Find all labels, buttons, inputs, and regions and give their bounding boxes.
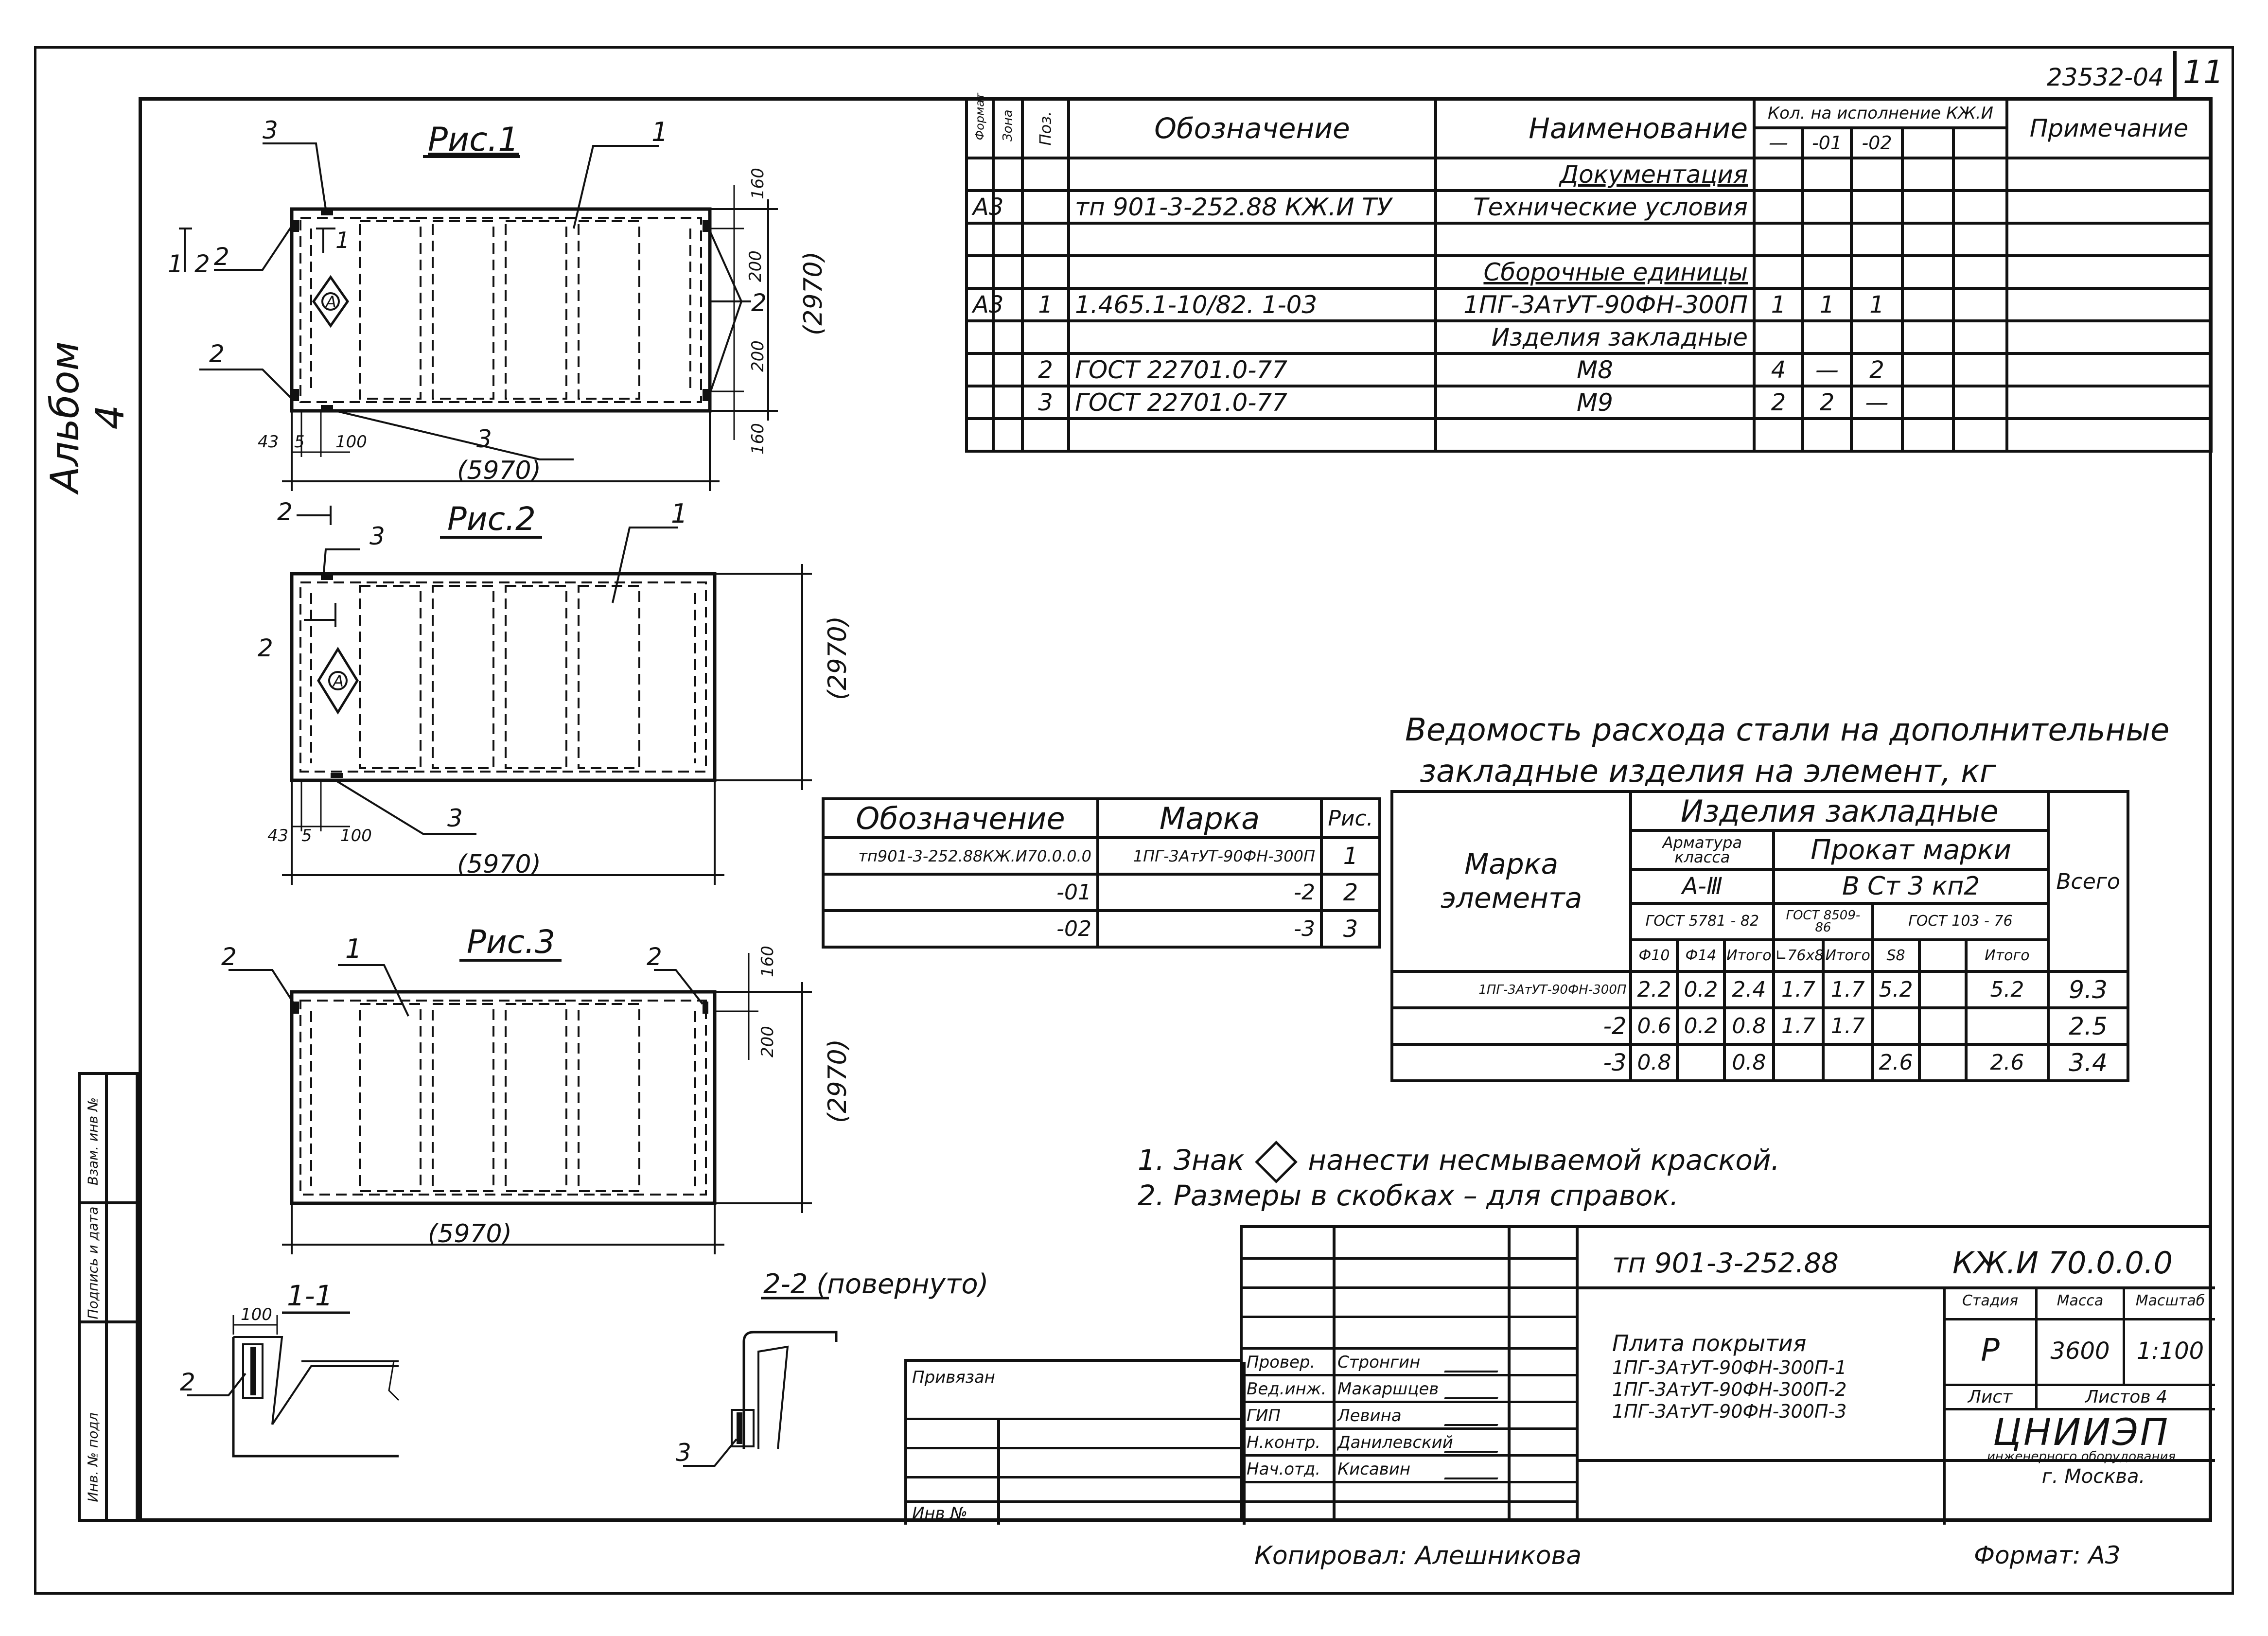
steel-cell-value: [1919, 971, 1966, 1008]
role-title: Н.контр.: [1247, 1433, 1321, 1452]
role-person: Данилевский: [1337, 1433, 1453, 1452]
spec-cell-q2: [1803, 191, 1851, 223]
spec-row: [967, 288, 2211, 321]
spec-cell-format: [967, 321, 993, 353]
steel-table: [1390, 790, 2129, 1082]
svg-text:А: А: [326, 293, 336, 311]
spec-rows: [967, 158, 2211, 451]
steel-cell-value: 1.7: [1823, 1008, 1873, 1044]
svg-text:200: 200: [746, 250, 765, 282]
mark-a-icon: [1255, 1141, 1298, 1183]
fig2-label-3b: 3: [447, 804, 463, 832]
svg-text:100: 100: [335, 432, 367, 452]
spec-cell-zone: [993, 419, 1022, 451]
spec-cell-q3: —: [1851, 386, 1902, 419]
spec-cell-empty: [1902, 321, 1953, 353]
stamp-signature-date: Подпись и дата: [85, 1206, 101, 1319]
binding-label: Привязан: [912, 1368, 995, 1387]
tb-org: ЦНИИЭП: [1992, 1410, 2170, 1454]
steel-rows: [1392, 971, 2128, 1081]
spec-cell-format: [967, 223, 993, 256]
steel-col-4: Итого: [1823, 940, 1873, 971]
spec-cell-pos: [1022, 223, 1069, 256]
steel-row: [1392, 1008, 2128, 1044]
marks-table: [822, 797, 1381, 949]
tb-variant-1: 1ПГ-3АтУТ-90ФН-300П-1: [1612, 1357, 1847, 1378]
steel-h-rebar-gost: ГОСТ 5781 - 82: [1631, 903, 1774, 940]
fig1-length: (5970): [457, 456, 541, 485]
marks-row-1-fig: 1: [1321, 838, 1380, 874]
spec-cell-empty: [1953, 158, 2007, 191]
spec-cell-q2: 1: [1803, 288, 1851, 321]
steel-h-mark: Марка элемента: [1392, 792, 1631, 971]
title-block: [1240, 1225, 2212, 1522]
svg-text:2: 2: [277, 498, 293, 526]
spec-cell-q1: [1754, 419, 1803, 451]
spec-cell-q1: 2: [1754, 386, 1803, 419]
steel-h-rolled: Прокат марки: [1774, 830, 2048, 869]
spec-cell-q3: [1851, 191, 1902, 223]
role-person: Кисавин: [1337, 1460, 1411, 1479]
spec-cell-empty: [2007, 158, 2211, 191]
spec-cell-pos: 2: [1022, 353, 1069, 386]
svg-text:5: 5: [301, 826, 312, 845]
spec-cell-q1: 1: [1754, 288, 1803, 321]
role-title: ГИП: [1247, 1406, 1281, 1425]
spec-cell-name: Изделия закладные: [1436, 321, 1754, 353]
svg-text:1: 1: [168, 250, 183, 278]
steel-h-items: Изделия закладные: [1631, 792, 2048, 830]
fig1-label-2b: 2: [209, 340, 225, 368]
steel-cell-value: 5.2: [1873, 971, 1919, 1008]
spec-cell-q3: [1851, 256, 1902, 288]
fig3-length: (5970): [428, 1219, 512, 1249]
spec-h-qty-0: —: [1754, 128, 1803, 158]
fig2-title: Рис.2: [447, 500, 536, 538]
signature-scribble: [1444, 1357, 1503, 1372]
steel-cell-value: 0.2: [1677, 971, 1724, 1008]
steel-cell-value: [1774, 1044, 1823, 1081]
role-title: Вед.инж.: [1247, 1379, 1327, 1399]
spec-cell-pos: 1: [1022, 288, 1069, 321]
spec-row: [967, 419, 2211, 451]
fig2-width: (2970): [823, 616, 852, 700]
marks-row-1-designation: тп901-3-252.88КЖ.И70.0.0.0: [823, 838, 1098, 874]
svg-text:100: 100: [340, 826, 372, 845]
steel-col-5: S8: [1873, 940, 1919, 971]
spec-cell-designation: ГОСТ 22701.0-77: [1069, 353, 1436, 386]
fig3-title: Рис.3: [467, 923, 555, 961]
fig1-label-3b: 3: [476, 425, 492, 453]
steel-row: [1392, 971, 2128, 1008]
spec-cell-designation: [1069, 321, 1436, 353]
marks-row-2-designation: -01: [823, 874, 1098, 911]
note-2: 2. Размеры в скобках – для справок.: [1138, 1179, 1679, 1212]
fig3-width: (2970): [823, 1039, 852, 1123]
spec-cell-empty: [1953, 386, 2007, 419]
spec-cell-pos: [1022, 191, 1069, 223]
fig1-label-3a: 3: [263, 116, 278, 144]
spec-cell-q1: [1754, 158, 1803, 191]
sheet-number: 11: [2183, 53, 2224, 91]
spec-h-qty-1: -01: [1803, 128, 1851, 158]
tb-stage: Р: [1981, 1333, 2000, 1369]
spec-h-name: Наименование: [1436, 99, 1754, 158]
spec-cell-empty: [1902, 191, 1953, 223]
signature-scribble: [1444, 1384, 1503, 1399]
steel-cell-value: [1919, 1008, 1966, 1044]
steel-cell-total: 9.3: [2048, 971, 2128, 1008]
spec-h-qty-2: -02: [1851, 128, 1902, 158]
spec-cell-empty: [1953, 353, 2007, 386]
spec-cell-empty: [1953, 191, 2007, 223]
spec-cell-empty: [1953, 419, 2007, 451]
steel-h-total: Всего: [2048, 792, 2128, 971]
spec-row: [967, 321, 2211, 353]
stamp-inv-original: Инв. № подл: [85, 1412, 101, 1502]
tb-code: КЖ.И 70.0.0.0: [1952, 1245, 2173, 1281]
spec-cell-q2: [1803, 419, 1851, 451]
spec-cell-pos: [1022, 158, 1069, 191]
spec-cell-empty: [1953, 223, 2007, 256]
spec-row: [967, 256, 2211, 288]
spec-cell-pos: [1022, 321, 1069, 353]
spec-h-format: Формат: [967, 99, 993, 158]
spec-h-qty: Кол. на исполнение КЖ.И: [1754, 99, 2007, 128]
tb-variant-2: 1ПГ-3АтУТ-90ФН-300П-2: [1612, 1379, 1847, 1400]
role-person: Стронгин: [1337, 1353, 1421, 1372]
spec-cell-designation: тп 901-3-252.88 КЖ.И ТУ: [1069, 191, 1436, 223]
steel-col-0: Ф10: [1631, 940, 1677, 971]
signature-scribble: [1444, 1437, 1503, 1453]
spec-cell-zone: [993, 223, 1022, 256]
spec-row: [967, 191, 2211, 223]
fig3-slab: [292, 992, 715, 1203]
tb-h-scale: Масштаб: [2135, 1292, 2205, 1309]
spec-cell-empty: [1953, 288, 2007, 321]
section22-label: 3: [676, 1439, 691, 1467]
steel-h-gost1: ГОСТ 8509-86: [1774, 903, 1872, 940]
fig1-label-2a: 2: [214, 243, 229, 271]
spec-cell-q2: —: [1803, 353, 1851, 386]
marks-h-designation: Обозначение: [823, 799, 1098, 838]
spec-cell-format: [967, 419, 993, 451]
steel-h-gost2: ГОСТ 103 - 76: [1873, 903, 2049, 940]
steel-h-rebar: Арматура класса: [1631, 830, 1774, 869]
steel-cell-value: 5.2: [1966, 971, 2049, 1008]
steel-col-2: Итого: [1724, 940, 1774, 971]
spec-cell-designation: 1.465.1-10/82. 1-03: [1069, 288, 1436, 321]
spec-cell-pos: [1022, 419, 1069, 451]
role-person: Макаршцев: [1337, 1379, 1439, 1399]
marks-row-1-mark: 1ПГ-3АтУТ-90ФН-300П: [1098, 838, 1321, 874]
figure-1: [168, 116, 828, 491]
fig3-label-2b: 2: [647, 943, 662, 971]
spec-cell-format: [967, 386, 993, 419]
svg-text:160: 160: [748, 423, 768, 455]
marks-row-2-mark: -2: [1098, 874, 1321, 911]
steel-cell-value: [1966, 1008, 2049, 1044]
section11-label: 2: [180, 1368, 195, 1396]
spec-row: [967, 353, 2211, 386]
spec-cell-name: [1436, 419, 1754, 451]
spec-h-designation: Обозначение: [1069, 99, 1436, 158]
spec-cell-empty: [2007, 256, 2211, 288]
spec-cell-empty: [2007, 353, 2211, 386]
tb-h-mass: Масса: [2057, 1292, 2104, 1309]
spec-cell-name: Документация: [1436, 158, 1754, 191]
svg-text:А: А: [333, 672, 344, 690]
signature-scribble: [1444, 1410, 1503, 1426]
spec-cell-q1: [1754, 191, 1803, 223]
spec-table: [965, 93, 2213, 453]
tb-project: тп 901-3-252.88: [1612, 1248, 1839, 1279]
spec-cell-empty: [2007, 191, 2211, 223]
steel-cell-value: 2.6: [1873, 1044, 1919, 1081]
steel-cell-value: 2.2: [1631, 971, 1677, 1008]
sheet-number-box: [2173, 51, 2177, 97]
spec-row: [967, 223, 2211, 256]
role-title: Провер.: [1247, 1353, 1316, 1372]
note-1: 1. Знак нанести несмываемой краской.: [1138, 1143, 1780, 1178]
spec-cell-empty: [1902, 223, 1953, 256]
spec-cell-designation: [1069, 419, 1436, 451]
steel-cell-value: 0.2: [1677, 1008, 1724, 1044]
spec-cell-q2: [1803, 158, 1851, 191]
svg-text:2: 2: [194, 250, 210, 278]
fig1-slab: [292, 209, 710, 411]
steel-col-1: Ф14: [1677, 940, 1724, 971]
spec-cell-pos: 3: [1022, 386, 1069, 419]
spec-cell-q3: [1851, 223, 1902, 256]
spec-cell-empty: [2007, 223, 2211, 256]
steel-cell-total: 3.4: [2048, 1044, 2128, 1081]
figure-2: [258, 498, 852, 885]
fig2-label-3a: 3: [369, 522, 385, 550]
spec-cell-q3: [1851, 158, 1902, 191]
steel-cell-value: [1873, 1008, 1919, 1044]
svg-text:100: 100: [241, 1305, 272, 1324]
section-1-1: [180, 1279, 399, 1456]
steel-cell-value: 0.8: [1631, 1044, 1677, 1081]
steel-col-3: ∟76x8: [1774, 940, 1823, 971]
spec-cell-q3: 2: [1851, 353, 1902, 386]
spec-cell-format: А3: [967, 288, 993, 321]
spec-cell-name: [1436, 223, 1754, 256]
tb-org-sub: инженерного оборудования: [1987, 1449, 2176, 1464]
steel-cell-value: 1.7: [1823, 971, 1873, 1008]
inv-no-label: Инв №: [912, 1504, 967, 1523]
spec-cell-name: М9: [1436, 386, 1754, 419]
fig3-label-2a: 2: [221, 943, 237, 971]
spec-cell-q1: 4: [1754, 353, 1803, 386]
spec-cell-empty: [1902, 386, 1953, 419]
tb-h-stage: Стадия: [1962, 1292, 2019, 1309]
fig2-label-2: 2: [258, 634, 273, 662]
spec-cell-empty: [1902, 158, 1953, 191]
stamp-replace-inv: Взам. инв №: [85, 1097, 101, 1186]
spec-cell-name: Сборочные единицы: [1436, 256, 1754, 288]
spec-cell-q2: [1803, 223, 1851, 256]
steel-cell-value: 2.4: [1724, 971, 1774, 1008]
spec-cell-empty: [2007, 288, 2211, 321]
fig1-width: (2970): [799, 251, 828, 335]
spec-cell-format: [967, 158, 993, 191]
role-person: Левина: [1337, 1406, 1402, 1425]
steel-cell-value: 0.8: [1724, 1044, 1774, 1081]
spec-cell-empty: [2007, 321, 2211, 353]
spec-cell-zone: [993, 158, 1022, 191]
spec-row: [967, 158, 2211, 191]
marks-h-fig: Рис.: [1321, 799, 1380, 838]
spec-cell-designation: [1069, 256, 1436, 288]
spec-cell-q1: [1754, 223, 1803, 256]
spec-cell-empty: [2007, 386, 2211, 419]
steel-h-rebar-class: А-Ⅲ: [1631, 869, 1774, 903]
svg-text:1: 1: [335, 227, 350, 253]
spec-cell-q3: [1851, 419, 1902, 451]
spec-cell-designation: [1069, 223, 1436, 256]
spec-cell-q1: [1754, 256, 1803, 288]
steel-col-7: Итого: [1966, 940, 2049, 971]
svg-text:43: 43: [267, 826, 289, 845]
svg-text:5: 5: [294, 432, 305, 452]
spec-cell-empty: [2007, 419, 2211, 451]
steel-cell-mark: -3: [1392, 1044, 1631, 1081]
svg-text:200: 200: [748, 340, 768, 372]
tb-title: Плита покрытия: [1612, 1330, 1807, 1356]
spec-cell-q3: [1851, 321, 1902, 353]
fig1-label-2c: 2: [751, 289, 767, 317]
section22-title: 2-2 (повернуто): [763, 1268, 989, 1300]
steel-cell-value: 0.6: [1631, 1008, 1677, 1044]
fig2-length: (5970): [457, 850, 541, 879]
spec-cell-designation: [1069, 158, 1436, 191]
steel-title-1: Ведомость расхода стали на дополнительные: [1405, 712, 2170, 748]
fig2-label-1: 1: [671, 498, 688, 529]
album-label: Альбом 4: [42, 341, 133, 493]
fig3-label-1: 1: [345, 933, 362, 964]
spec-cell-empty: [1902, 256, 1953, 288]
spec-cell-designation: ГОСТ 22701.0-77: [1069, 386, 1436, 419]
marks-row-2-fig: 2: [1321, 874, 1380, 911]
role-title: Нач.отд.: [1247, 1460, 1321, 1479]
spec-cell-empty: [1902, 353, 1953, 386]
figure-3: [221, 923, 852, 1254]
tb-mass: 3600: [2050, 1337, 2110, 1365]
svg-text:160: 160: [748, 168, 768, 199]
spec-cell-empty: [1953, 256, 2007, 288]
section11-title: 1-1: [287, 1279, 333, 1312]
spec-cell-empty: [1902, 288, 1953, 321]
signature-scribble: [1444, 1464, 1503, 1479]
spec-cell-q3: 1: [1851, 288, 1902, 321]
steel-cell-value: 1.7: [1774, 971, 1823, 1008]
svg-text:43: 43: [258, 432, 279, 452]
steel-cell-value: [1823, 1044, 1873, 1081]
doc-number: 23532-04: [2047, 63, 2164, 91]
steel-cell-value: 1.7: [1774, 1008, 1823, 1044]
spec-cell-format: [967, 256, 993, 288]
spec-cell-zone: [993, 353, 1022, 386]
spec-cell-empty: [1902, 419, 1953, 451]
steel-row: [1392, 1044, 2128, 1081]
spec-cell-format: А3: [967, 191, 993, 223]
fig1-label-1: 1: [651, 117, 668, 147]
spec-cell-pos: [1022, 256, 1069, 288]
steel-cell-value: [1677, 1044, 1724, 1081]
spec-cell-q2: [1803, 256, 1851, 288]
spec-h-pos: Поз.: [1022, 99, 1069, 158]
spec-cell-name: Технические условия: [1436, 191, 1754, 223]
marks-row-3-designation: -02: [823, 911, 1098, 947]
spec-cell-empty: [1953, 321, 2007, 353]
copied-by: Копировал: Алешникова: [1254, 1541, 1582, 1570]
steel-h-rolled-grade: В Ст 3 кп2: [1774, 869, 2048, 903]
spec-h-note: Примечание: [2007, 99, 2211, 158]
steel-cell-value: 0.8: [1724, 1008, 1774, 1044]
fig1-title: Рис.1: [428, 121, 519, 159]
steel-cell-mark: 1ПГ-3АтУТ-90ФН-300П: [1392, 971, 1631, 1008]
svg-text:160: 160: [758, 946, 777, 977]
tb-sheet: Лист: [1968, 1387, 2013, 1407]
notes: [1138, 1143, 1780, 1213]
spec-cell-zone: [993, 386, 1022, 419]
tb-city: г. Москва.: [2041, 1465, 2145, 1488]
steel-cell-value: [1919, 1044, 1966, 1081]
spec-row: [967, 386, 2211, 419]
spec-cell-zone: [993, 256, 1022, 288]
steel-cell-mark: -2: [1392, 1008, 1631, 1044]
spec-cell-zone: [993, 321, 1022, 353]
svg-text:200: 200: [758, 1026, 777, 1057]
spec-h-zone: Зона: [993, 99, 1022, 158]
spec-cell-format: [967, 353, 993, 386]
marks-row-3-mark: -3: [1098, 911, 1321, 947]
marks-row-3-fig: 3: [1321, 911, 1380, 947]
marks-h-mark: Марка: [1098, 799, 1321, 838]
tb-sheets: Листов 4: [2085, 1387, 2167, 1407]
tb-variant-3: 1ПГ-3АтУТ-90ФН-300П-3: [1612, 1401, 1847, 1422]
binding-block: [904, 1359, 1240, 1522]
spec-cell-q2: [1803, 321, 1851, 353]
spec-cell-q2: 2: [1803, 386, 1851, 419]
steel-col-6: [1919, 940, 1966, 971]
spec-cell-name: 1ПГ-3АтУТ-90ФН-300П: [1436, 288, 1754, 321]
steel-title-2: закладные изделия на элемент, кг: [1420, 754, 1996, 790]
spec-cell-q1: [1754, 321, 1803, 353]
steel-cell-total: 2.5: [2048, 1008, 2128, 1044]
spec-cell-name: М8: [1436, 353, 1754, 386]
steel-cell-value: 2.6: [1966, 1044, 2049, 1081]
tb-scale: 1:100: [2136, 1337, 2204, 1365]
format-label: Формат: А3: [1974, 1541, 2121, 1569]
